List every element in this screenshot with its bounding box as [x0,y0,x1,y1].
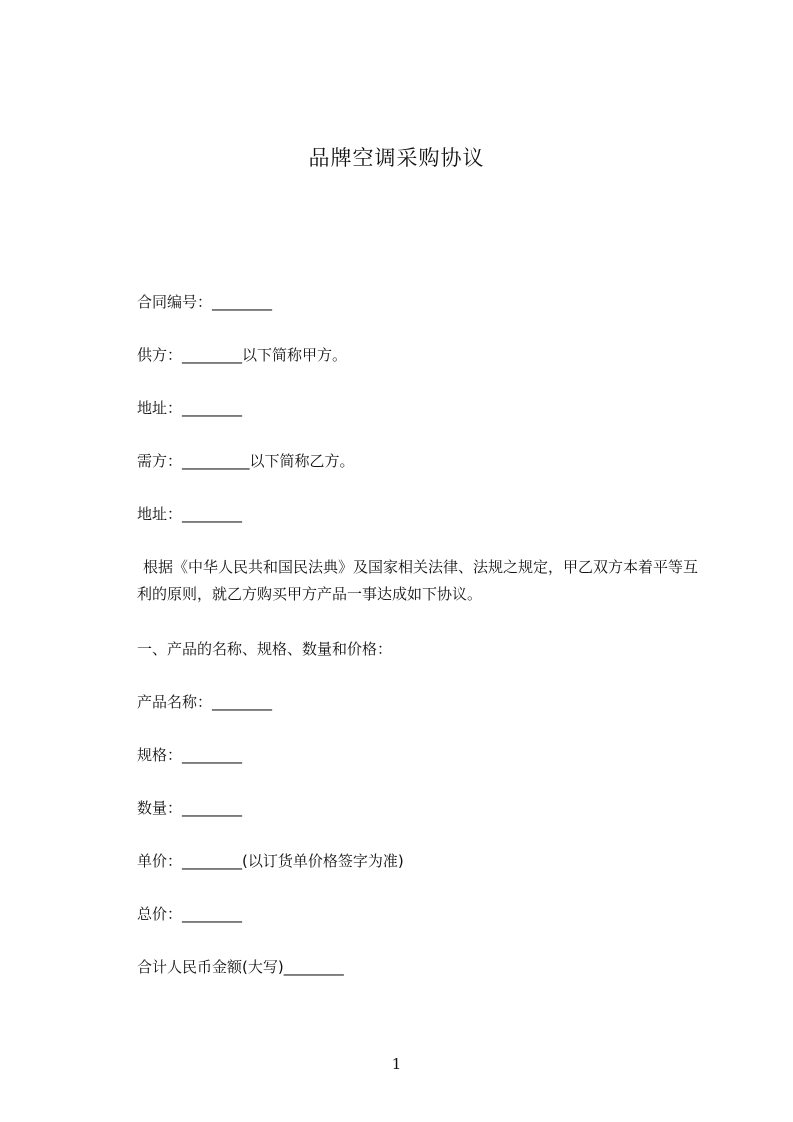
total-price-line: 总价：________ [137,905,243,923]
buyer-address-line: 地址：________ [137,505,243,523]
supplier-line: 供方：________以下简称甲方。 [137,346,348,364]
buyer-line: 需方：_________以下简称乙方。 [137,452,355,470]
contract-number-line: 合同编号：________ [137,293,273,311]
spec-line: 规格：________ [137,746,243,764]
unit-price-line: 单价：________(以订货单价格签字为准) [137,852,404,870]
total-rmb-line: 合计人民币金额(大写)________ [137,958,344,976]
section-1-heading: 一、产品的名称、规格、数量和价格： [137,640,393,658]
supplier-address-line: 地址：________ [137,399,243,417]
document-title: 品牌空调采购协议 [308,146,485,170]
page-number: 1 [391,1055,402,1073]
product-name-line: 产品名称：________ [137,693,273,711]
quantity-line: 数量：________ [137,799,243,817]
preamble-paragraph: 根据《中华人民共和国民法典》及国家相关法律、法规之规定，甲乙双方本着平等互利的原则，就乙方购买甲方产品一事达成如下协议。 [137,558,699,603]
